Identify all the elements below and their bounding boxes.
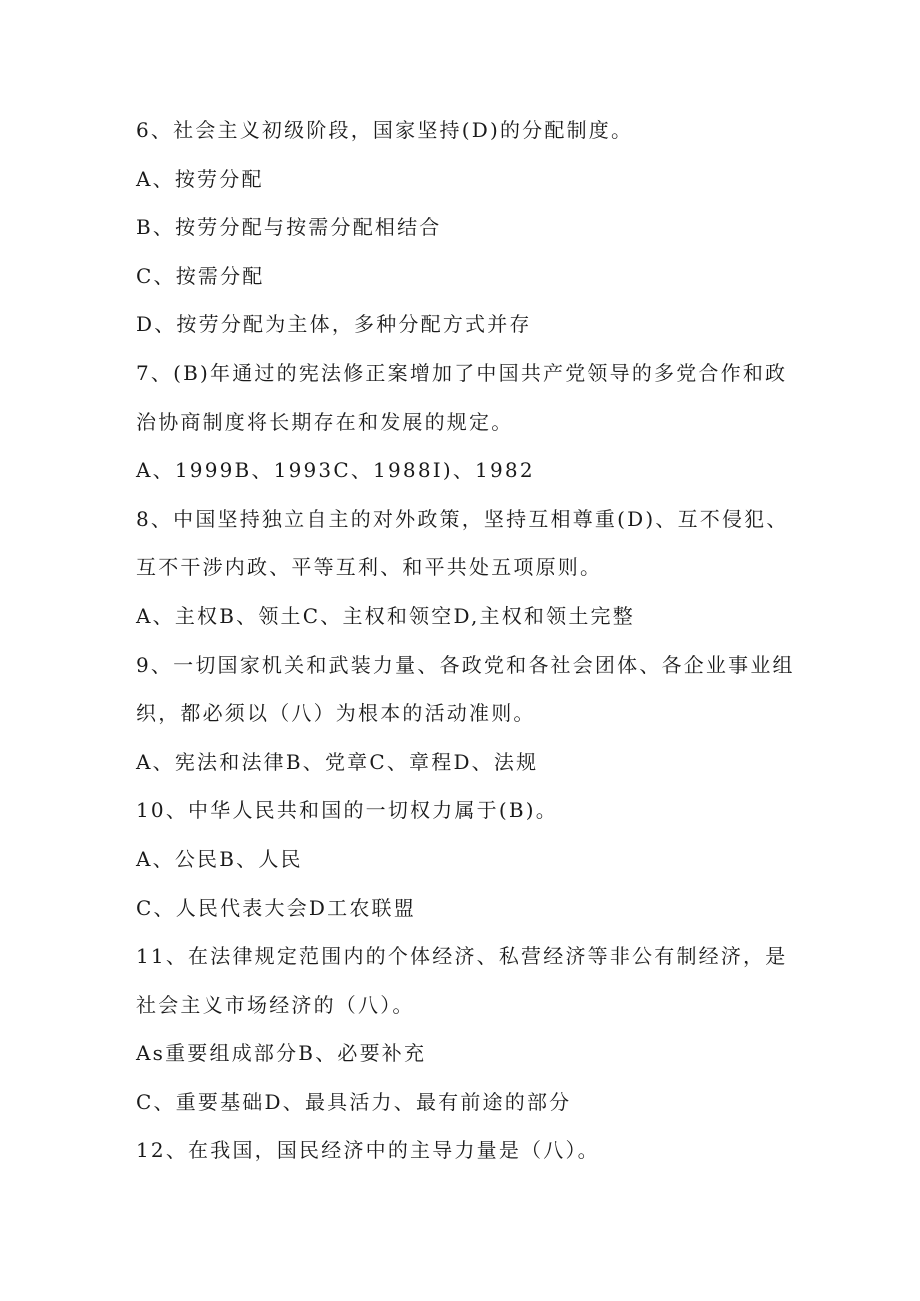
question-6-option-b: B、按劳分配与按需分配相结合 xyxy=(136,215,442,240)
question-11-options-ab: As重要组成部分B、必要补充 xyxy=(136,1041,427,1066)
question-7-options: A、1999B、1993C、1988I)、1982 xyxy=(136,458,535,483)
question-10: 10、中华人民共和国的一切权力属于(B)。 xyxy=(136,798,558,823)
question-6-option-c: C、按需分配 xyxy=(136,263,265,288)
question-10-options-ab: A、公民B、人民 xyxy=(136,846,303,871)
question-6-option-d: D、按劳分配为主体，多种分配方式并存 xyxy=(136,312,532,337)
question-11-options-cd: C、重要基础D、最具活力、最有前途的部分 xyxy=(136,1089,572,1114)
question-7-continued: 治协商制度将长期存在和发展的规定。 xyxy=(136,409,514,434)
question-11-continued: 社会主义市场经济的（八）。 xyxy=(136,992,415,1017)
question-8: 8、中国坚持独立自主的对外政策，坚持互相尊重(D)、互不侵犯、 xyxy=(136,506,789,531)
document-body xyxy=(136,106,796,1175)
question-9-options: A、宪法和法律B、党章C、章程D、法规 xyxy=(136,749,539,774)
question-8-continued: 互不干涉内政、平等互利、和平共处五项原则。 xyxy=(136,555,603,580)
question-10-options-cd: C、人民代表大会D工农联盟 xyxy=(136,895,416,920)
question-6-option-a: A、按劳分配 xyxy=(136,166,264,191)
question-11: 11、在法律规定范围内的个体经济、私营经济等非公有制经济，是 xyxy=(136,944,788,969)
question-12: 12、在我国，国民经济中的主导力量是（八）。 xyxy=(136,1138,600,1163)
question-9: 9、一切国家机关和武装力量、各政党和各社会团体、各企业事业组 xyxy=(136,652,795,677)
question-7: 7、(B)年通过的宪法修正案增加了中国共产党领导的多党合作和政 xyxy=(136,360,788,385)
question-8-options: A、主权B、领土C、主权和领空D,主权和领土完整 xyxy=(136,603,635,628)
question-6: 6、社会主义初级阶段，国家坚持(D)的分配制度。 xyxy=(136,118,634,142)
question-9-continued: 织，都必须以（八）为根本的活动准则。 xyxy=(136,701,536,726)
